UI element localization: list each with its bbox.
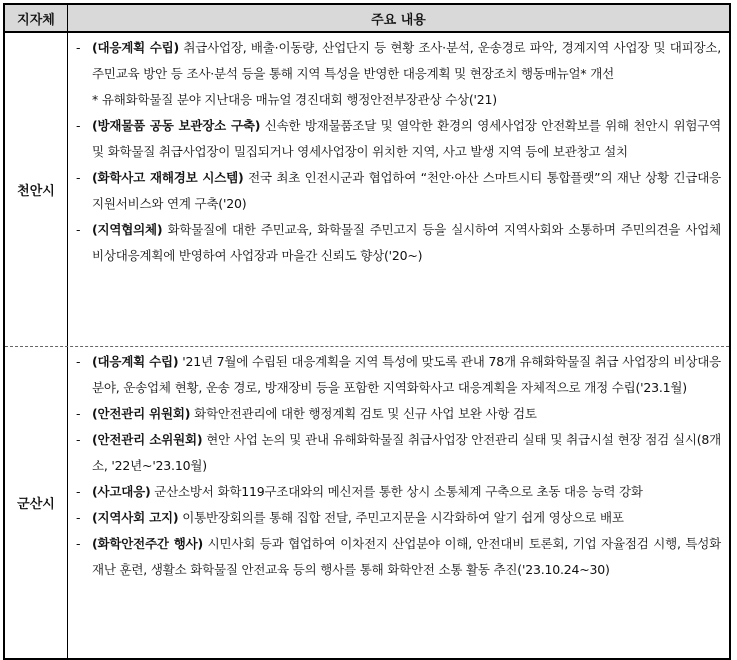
- list-item: - (지역협의체) 화학물질에 대한 주민교육, 화학물질 주민고지 등을 실시하여 지역사회와 소통하며 주민의견을 사업체 비상대응계획에 반영하여 사업장과 마을간 신뢰도 향상('20~): [76, 222, 721, 263]
- list-item: - (대응계획 수립) 취급사업장, 배출·이동량, 산업단지 등 현황 조사·분석, 운송경로 파악, 경계지역 사업장 및 대피장소, 주민교육 방안 등 조사·분석 등을 통해 지역 특성을 반영한 대응계획 및 현장조치 행동매뉴얼* 개선: [76, 40, 721, 81]
- list-item: - (사고대응) 군산소방서 화학119구조대와의 메신저를 통한 상시 소통체계 구축으로 초동 대응 능력 강화: [76, 484, 643, 499]
- content-cell: [68, 347, 729, 658]
- item-title: (방재물품 공동 보관장소 구축): [92, 118, 261, 133]
- footnote: * 유해화학물질 분야 지난대응 매뉴얼 경진대회 행정안전부장관상 수상('21): [92, 92, 497, 107]
- item-title: (지역사회 고지): [92, 510, 179, 525]
- content-table: [3, 3, 731, 660]
- item-title: (대응계획 수립): [92, 354, 179, 369]
- item-title: (안전관리 소위원회): [92, 432, 203, 447]
- item-title: (지역협의체): [92, 222, 163, 237]
- table-row-gunsan: [5, 347, 729, 658]
- list-item: - (방재물품 공동 보관장소 구축) 신속한 방재물품조달 및 열악한 환경의 영세사업장 안전확보를 위해 천안시 위험구역 및 화학물질 취급사업장이 밀집되거나 영세사업장이 위치한 지역, 사고 발생 지역 등에 보관창고 설치: [76, 118, 721, 159]
- item-text: 화학안전관리에 대한 행정계획 검토 및 신규 사업 보완 사항 검토: [190, 406, 537, 421]
- list-item: - (화학안전주간 행사) 시민사회 등과 협업하여 이차전지 산업분야 이해, 안전대비 토론회, 기업 자율점검 시행, 특성화 재난 훈련, 생활소 화학물질 안전교육 등의 행사를 통해 화학안전 소통 활동 추진('23.10.24~30): [76, 536, 721, 577]
- item-title: (화학안전주간 행사): [92, 536, 204, 551]
- list-item: - (대응계획 수립) '21년 7월에 수립된 대응계획을 지역 특성에 맞도록 관내 78개 유해화학물질 취급 사업장의 비상대응 분야, 운송업체 현황, 운송 경로, 방재장비 등을 포함한 지역화학사고 대응계획을 자체적으로 개정 수립('23.1월): [76, 354, 721, 395]
- city-cell: 천안시: [5, 33, 68, 346]
- item-text: 이통반장회의를 통해 집합 전달, 주민고지문을 시각화하여 알기 쉽게 영상으로 배포: [178, 510, 624, 525]
- list-item: - (화학사고 재해경보 시스템) 전국 최초 인전시군과 협업하여 “천안·아산 스마트시티 통합플랫”의 재난 상황 긴급대응 지원서비스와 연계 구축('20): [76, 170, 721, 211]
- header-content: 주요 내용: [371, 12, 426, 28]
- item-title: (안전관리 위원회): [92, 406, 191, 421]
- item-title: (화학사고 재해경보 시스템): [92, 170, 244, 185]
- item-text: '21년 7월에 수립된 대응계획을 지역 특성에 맞도록 관내 78개 유해화학물질 취급 사업장의 비상대응 분야, 운송업체 현황, 운송 경로, 방재장비 등을 포함한 지역화학사고 대응계획을 자체적으로 개정 수립('23.1월): [92, 354, 721, 395]
- item-title: (사고대응): [92, 484, 151, 499]
- content-cell: [68, 33, 729, 346]
- item-text: 전국 최초 인전시군과 협업하여 “천안·아산 스마트시티 통합플랫”의 재난 상황 긴급대응 지원서비스와 연계 구축('20): [92, 170, 721, 211]
- table-header: [5, 5, 729, 33]
- item-text: 군산소방서 화학119구조대와의 메신저를 통한 상시 소통체계 구축으로 초동 대응 능력 강화: [150, 484, 643, 499]
- list-item: - (안전관리 소위원회) 현안 사업 논의 및 관내 유해화학물질 취급사업장 안전관리 실태 및 취급시설 현장 점검 실시(8개소, '22년~'23.10월): [76, 432, 721, 473]
- item-text: 취급사업장, 배출·이동량, 산업단지 등 현황 조사·분석, 운송경로 파악, 경계지역 사업장 및 대피장소, 주민교육 방안 등 조사·분석 등을 통해 지역 특성을 반영한 대응계획 및 현장조치 행동매뉴얼* 개선: [92, 40, 721, 81]
- list-item: - (안전관리 위원회) 화학안전관리에 대한 행정계획 검토 및 신규 사업 보완 사항 검토: [76, 406, 537, 421]
- item-text: 시민사회 등과 협업하여 이차전지 산업분야 이해, 안전대비 토론회, 기업 자율점검 시행, 특성화 재난 훈련, 생활소 화학물질 안전교육 등의 행사를 통해 화학안전 소통 활동 추진('23.10.24~30): [92, 536, 721, 577]
- item-title: (대응계획 수립): [92, 40, 180, 55]
- item-text: 신속한 방재물품조달 및 열악한 환경의 영세사업장 안전확보를 위해 천안시 위험구역 및 화학물질 취급사업장이 밀집되거나 영세사업장이 위치한 지역, 사고 발생 지역 등에 보관창고 설치: [92, 118, 721, 159]
- city-cell: 군산시: [5, 347, 68, 658]
- item-text: 현안 사업 논의 및 관내 유해화학물질 취급사업장 안전관리 실태 및 취급시설 현장 점검 실시(8개소, '22년~'23.10월): [92, 432, 721, 473]
- list-item: - (지역사회 고지) 이통반장회의를 통해 집합 전달, 주민고지문을 시각화하여 알기 쉽게 영상으로 배포: [76, 510, 624, 525]
- header-city: 지자체: [5, 5, 68, 31]
- item-text: 화학물질에 대한 주민교육, 화학물질 주민고지 등을 실시하여 지역사회와 소통하며 주민의견을 사업체 비상대응계획에 반영하여 사업장과 마을간 신뢰도 향상('20~): [92, 222, 721, 263]
- table-row-cheonan: [5, 33, 729, 347]
